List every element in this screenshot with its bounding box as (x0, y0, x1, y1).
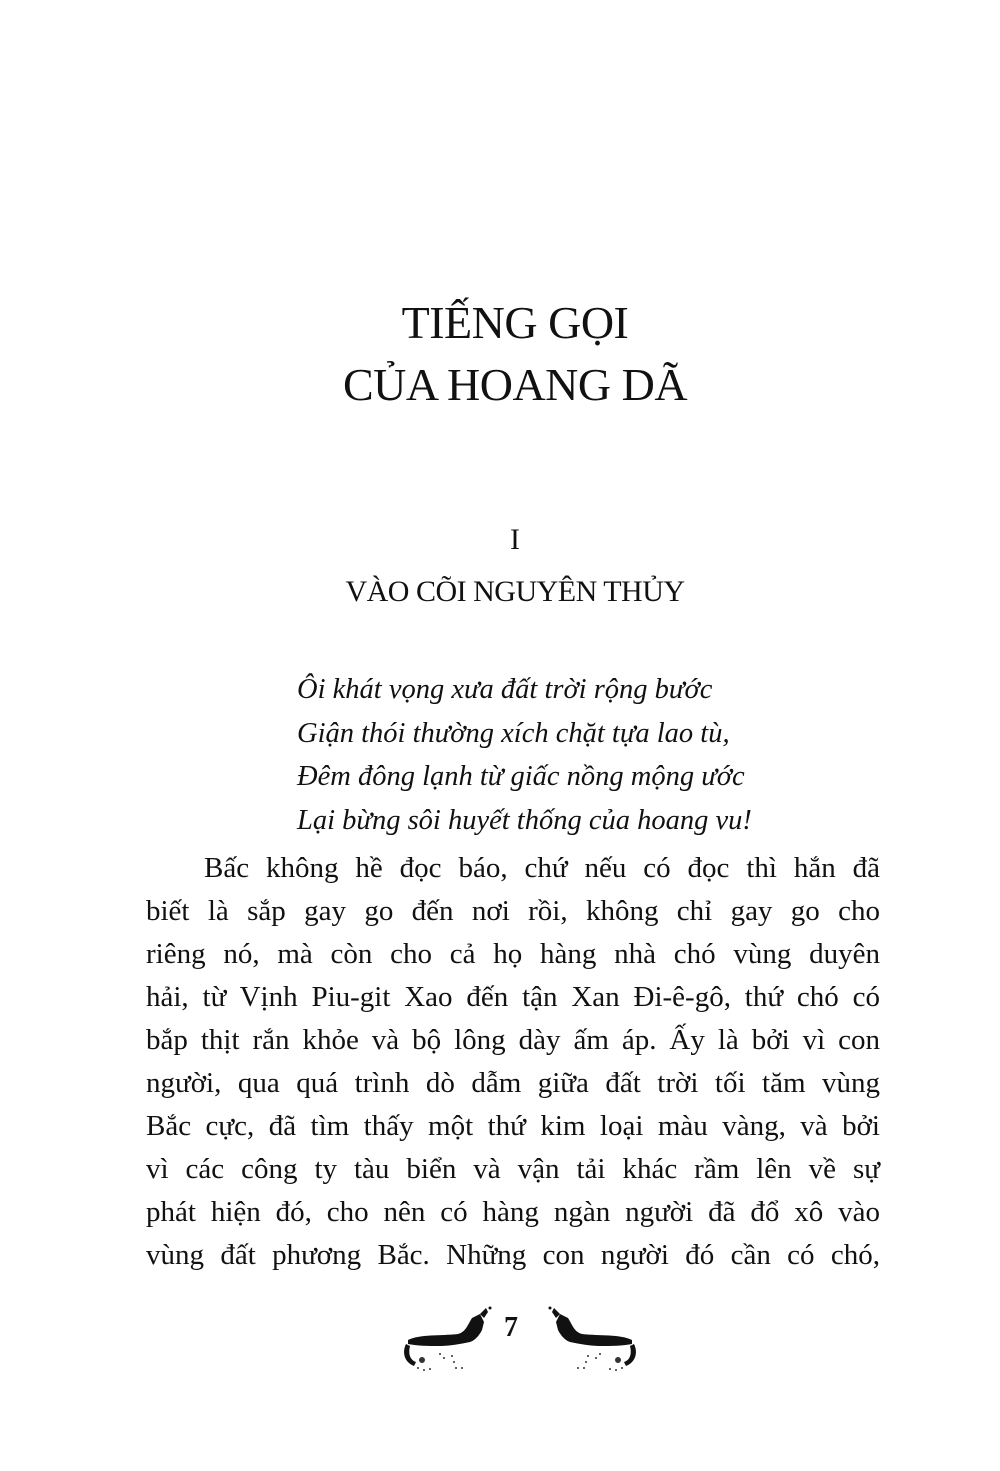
body-line: riêng nó, mà còn cho cả họ hàng nhà chó vùng duyên (146, 938, 880, 970)
body-paragraph (146, 847, 880, 1277)
body-line: Bấc không hề đọc báo, chứ nếu có đọc thì hắn đã (204, 852, 880, 884)
book-title-line-1: TIẾNG GỌI (401, 297, 629, 348)
body-line: vùng đất phương Bắc. Những con người đó cần có chó, (146, 1239, 880, 1271)
body-line: hải, từ Vịnh Piu-git Xao đến tận Xan Đi-ê-gô, thứ chó có (146, 981, 880, 1013)
epigraph-line: Giận thói thường xích chặt tựa lao tù, (297, 717, 730, 749)
body-line: phát hiện đó, cho nên có hàng ngàn người đã đổ xô vào (146, 1196, 880, 1228)
body-line: biết là sắp gay go đến nơi rồi, không chỉ gay go cho (146, 895, 880, 927)
body-line: vì các công ty tàu biển và vận tải khác rầm lên về sự (146, 1153, 880, 1185)
epigraph-line: Lại bừng sôi huyết thống của hoang vu! (297, 804, 752, 836)
page-number: 7 (504, 1312, 518, 1343)
epigraph-line: Đêm đông lạnh từ giấc nồng mộng ước (297, 761, 745, 792)
body-line: người, qua quá trình dò dẫm giữa đất trời tối tăm vùng (146, 1067, 880, 1099)
epigraph-line: Ôi khát vọng xưa đất trời rộng bước (297, 674, 713, 705)
howling-dog-right-icon (540, 1304, 640, 1379)
book-title-line-2: CỦA HOANG DÃ (342, 359, 688, 410)
page-footer (400, 1300, 640, 1380)
howling-dog-left-icon (400, 1304, 500, 1379)
chapter-title: VÀO CÕI NGUYÊN THỦY (345, 575, 685, 608)
body-line: bắp thịt rắn khỏe và bộ lông dày ấm áp. Ấy là bởi vì con (146, 1024, 880, 1056)
body-line: Bắc cực, đã tìm thấy một thứ kim loại màu vàng, và bởi (146, 1110, 880, 1142)
book-title (0, 292, 1000, 416)
epigraph-poem (297, 668, 752, 842)
chapter-number: I (510, 523, 520, 556)
